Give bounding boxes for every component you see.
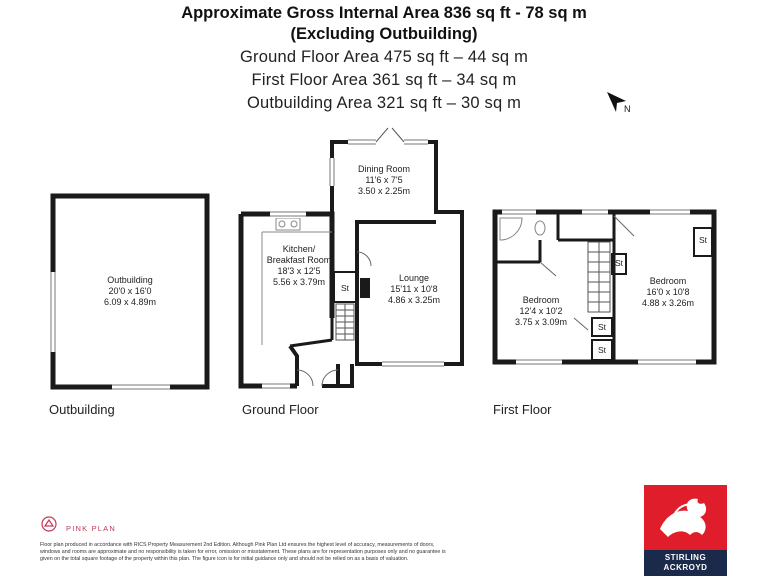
bedroom-left-name: Bedroom <box>522 295 560 305</box>
logo-wordmark <box>644 550 727 576</box>
first-store-label-3: St <box>597 322 607 332</box>
outbuilding-dim-imperial: 20'0 x 16'0 <box>108 286 152 296</box>
outbuilding-room-name: Outbuilding <box>107 275 153 285</box>
lounge-name: Lounge <box>398 273 430 283</box>
logo-line-2: ACKROYD <box>663 563 708 572</box>
bedroom-right-dim-imperial: 16'0 x 10'8 <box>646 287 690 297</box>
griffin-emblem <box>644 485 727 550</box>
pink-plan-brand: PINK PLAN <box>66 524 116 533</box>
ground-floor-area: Ground Floor Area 475 sq ft – 44 sq m <box>239 48 529 66</box>
bedroom-right-name: Bedroom <box>649 276 687 286</box>
kitchen-dim-imperial: 18'3 x 12'5 <box>277 266 321 276</box>
bedroom-right-dim-metric: 4.88 x 3.26m <box>641 298 695 308</box>
pink-plan-logo-icon <box>42 517 56 531</box>
ground-store-label: St <box>340 283 350 293</box>
title-excluding-outbuilding: (Excluding Outbuilding) <box>290 25 478 43</box>
outbuilding-dim-metric: 6.09 x 4.89m <box>103 297 157 307</box>
kitchen-name-line2: Breakfast Room <box>266 255 332 265</box>
dining-dim-imperial: 11'6 x 7'5 <box>365 175 403 185</box>
logo-line-1: STIRLING <box>664 553 707 562</box>
outbuilding-area: Outbuilding Area 321 sq ft – 30 sq m <box>246 94 522 112</box>
ground-floor-label: Ground Floor <box>242 402 319 417</box>
north-label: N <box>624 104 631 114</box>
lounge-dim-metric: 4.86 x 3.25m <box>387 295 441 305</box>
stirling-ackroyd-logo <box>644 485 727 576</box>
kitchen-name-line1: Kitchen/ <box>282 244 316 254</box>
disclaimer-text: Floor plan produced in accordance with RICS Property Measurement 2nd Edition. Although Pink Plan Ltd ensures the highest level of accuracy, measurements of doors, windows and rooms are approximate and no responsibility is taken for error, omission or misstatement. These plans are for representation purposes only and no guarantee is given on the total square footage of the property within this plan. The figure icon is for initial guidance only and should not be relied on as a basis of valuation. <box>40 542 446 562</box>
lounge-dim-imperial: 15'11 x 10'8 <box>390 284 438 294</box>
kitchen-dim-metric: 5.56 x 3.79m <box>272 277 326 287</box>
bedroom-left-dim-imperial: 12'4 x 10'2 <box>519 306 563 316</box>
title-gross-area: Approximate Gross Internal Area 836 sq ft - 78 sq m <box>181 4 587 22</box>
first-store-label-1: St <box>698 235 708 245</box>
bedroom-left-dim-metric: 3.75 x 3.09m <box>514 317 568 327</box>
griffin-icon <box>644 485 727 550</box>
first-floor-area: First Floor Area 361 sq ft – 34 sq m <box>251 71 517 89</box>
outbuilding-floor-label: Outbuilding <box>49 402 115 417</box>
first-store-label-2: St <box>614 258 624 268</box>
dining-room-name: Dining Room <box>357 164 411 174</box>
first-floor-label: First Floor <box>493 402 552 417</box>
first-store-label-4: St <box>597 345 607 355</box>
dining-dim-metric: 3.50 x 2.25m <box>357 186 411 196</box>
